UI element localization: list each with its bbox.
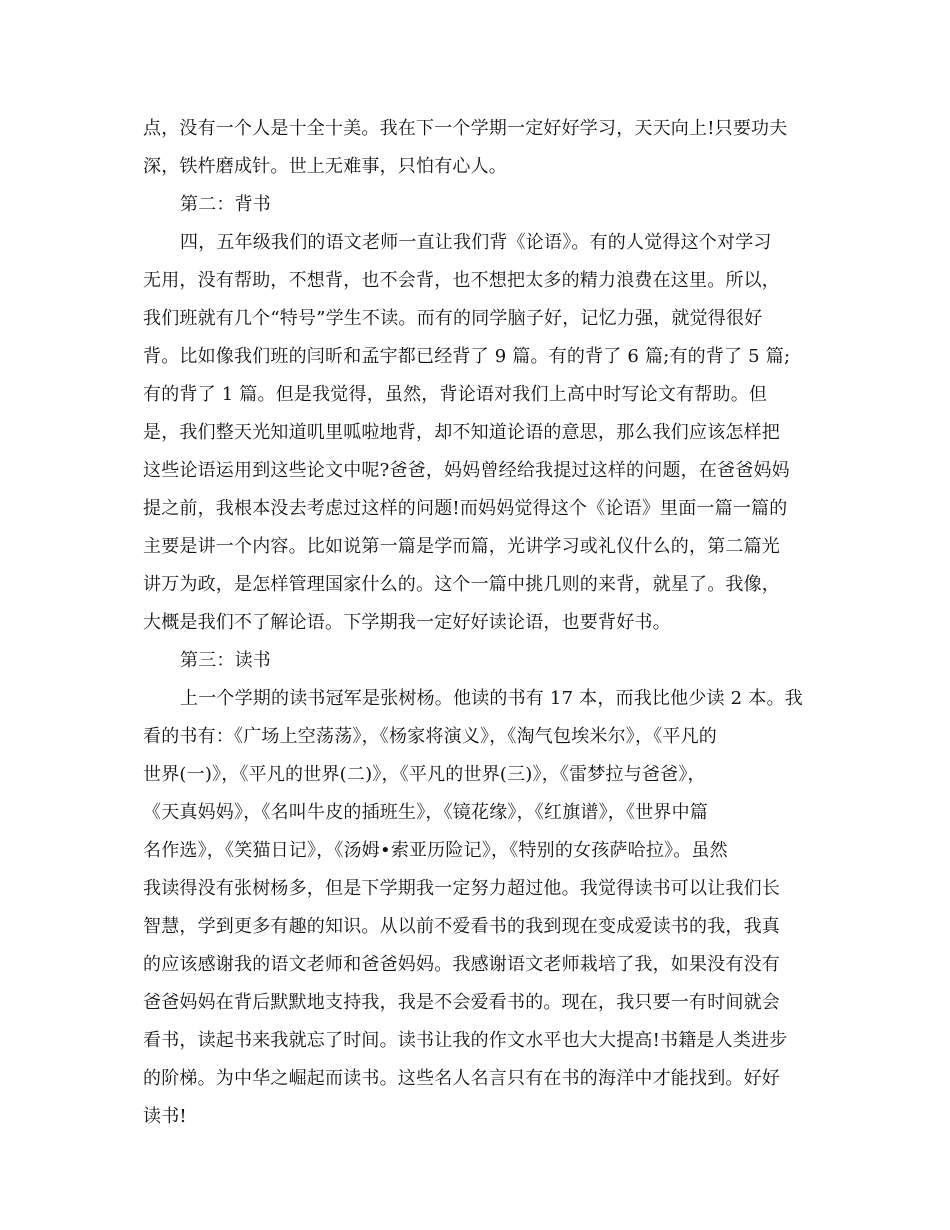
paragraph-line: 世界(一)》，《平凡的世界(二)》，《平凡的世界(三)》，《雷梦拉与爸爸》，	[143, 764, 706, 785]
paragraph-line: 智慧，学到更多有趣的知识。从以前不爱看书的我到现在变成爱读书的我，我真	[143, 916, 780, 937]
paragraph-line: 大概是我们不了解论语。下学期我一定好好读论语，也要背好书。	[143, 612, 671, 633]
paragraph-line: 名作选》，《笑猫日记》，《汤姆•索亚历险记》，《特别的女孩萨哈拉》。虽然	[143, 840, 728, 861]
paragraph-line: 看的书有：《广场上空荡荡》，《杨家将演义》，《淘气包埃米尔》，《平凡的	[143, 726, 717, 747]
paragraph-line: 无用，没有帮助，不想背，也不会背，也不想把太多的精力浪费在这里。所以，	[143, 270, 780, 291]
paragraph-line: 点，没有一个人是十全十美。我在下一个学期一定好好学习，天天向上!只要功夫	[143, 118, 788, 139]
paragraph-line: 爸爸妈妈在背后默默地支持我，我是不会爱看书的。现在，我只要一有时间就会	[143, 992, 780, 1013]
paragraph-line: 这些论语运用到这些论文中呢?爸爸，妈妈曾经给我提过这样的问题，在爸爸妈妈	[143, 460, 790, 481]
paragraph-line: 讲万为政，是怎样管理国家什么的。这个一篇中挑几则的来背，就星了。我像，	[143, 574, 780, 595]
paragraph-line: 四，五年级我们的语文老师一直让我们背《论语》。有的人觉得这个对学习	[180, 232, 772, 253]
paragraph-line: 主要是讲一个内容。比如说第一篇是学而篇，光讲学习或礼仪什么的，第二篇光	[143, 536, 780, 557]
paragraph-line: 上一个学期的读书冠军是张树杨。他读的书有 17 本，而我比他少读 2 本。我	[180, 688, 803, 709]
paragraph-line: 的阶梯。为中华之崛起而读书。这些名人名言只有在书的海洋中才能找到。好好	[143, 1068, 780, 1089]
section-heading: 第二：背书	[180, 194, 271, 215]
paragraph-line: 我们班就有几个“特号”学生不读。而有的同学脑子好，记忆力强，就觉得很好	[143, 308, 763, 329]
paragraph-line: 背。比如像我们班的闫昕和孟宇都已经背了 9 篇。有的背了 6 篇;有的背了 5 篇;	[143, 346, 791, 367]
paragraph-line: 是，我们整天光知道叽里呱啦地背，却不知道论语的意思，那么我们应该怎样把	[143, 422, 780, 443]
paragraph-line: 我读得没有张树杨多，但是下学期我一定努力超过他。我觉得读书可以让我们长	[143, 878, 780, 899]
paragraph-line: 《天真妈妈》，《名叫牛皮的插班生》，《镜花缘》，《红旗谱》，《世界中篇	[143, 802, 708, 823]
paragraph-line: 看书，读起书来我就忘了时间。读书让我的作文水平也大大提高!书籍是人类进步	[143, 1030, 788, 1051]
section-heading: 第三：读书	[180, 650, 271, 671]
paragraph-line: 读书!	[143, 1106, 187, 1127]
paragraph-line: 深，铁杵磨成针。世上无难事，只怕有心人。	[143, 156, 507, 177]
paragraph-line: 提之前，我根本没去考虑过这样的问题!而妈妈觉得这个《论语》里面一篇一篇的	[143, 498, 788, 519]
paragraph-line: 有的背了 1 篇。但是我觉得，虽然，背论语对我们上高中时写论文有帮助。但	[143, 384, 768, 405]
paragraph-line: 的应该感谢我的语文老师和爸爸妈妈。我感谢语文老师栽培了我，如果没有没有	[143, 954, 780, 975]
